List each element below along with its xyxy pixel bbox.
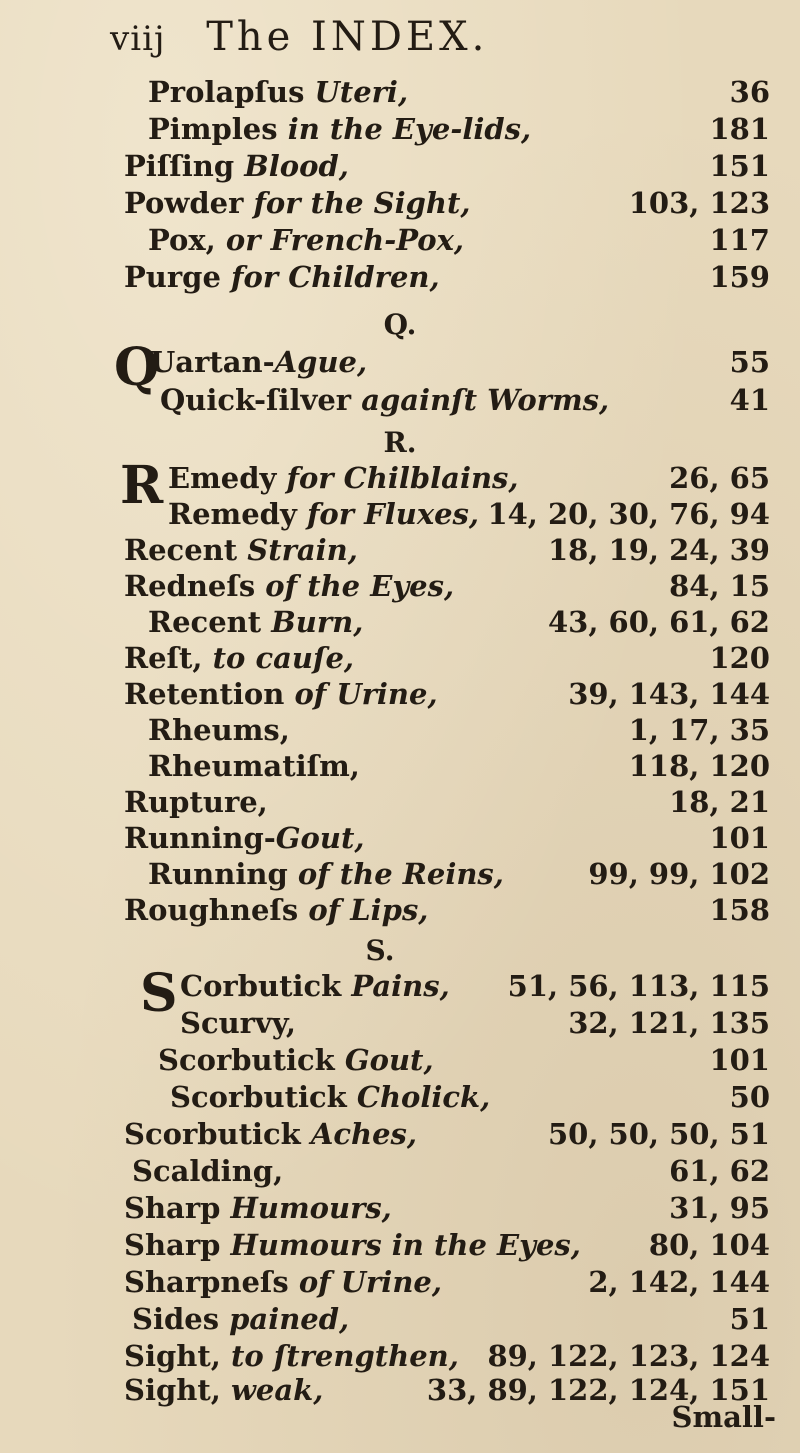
entry-qualifier: for Fluxes, (306, 497, 479, 531)
entry-qualifier: for Chilblains, (286, 461, 519, 495)
entry-term: Powder (124, 186, 244, 220)
index-entry (0, 1262, 800, 1302)
entry-term: Sharp (124, 1228, 221, 1262)
entry-qualifier: of Urine, (298, 1265, 442, 1299)
entry-pages: 51 (729, 1302, 770, 1336)
index-entry (0, 380, 800, 420)
index-entry (0, 257, 800, 297)
entry-pages: 2, 142, 144 (588, 1265, 770, 1299)
entry-term: Pox, (148, 223, 216, 257)
index-entry (0, 1188, 800, 1228)
dropcap-r: R (120, 455, 164, 516)
index-entry (0, 566, 800, 606)
entry-qualifier: to cauſe, (212, 641, 355, 675)
entry-pages: 181 (709, 112, 770, 146)
section-letter-q: Q. (383, 308, 417, 341)
index-entry (0, 1040, 800, 1080)
index-entry (0, 1077, 800, 1117)
entry-pages: 41 (729, 383, 770, 417)
entry-term: Scalding, (132, 1154, 284, 1188)
index-entry (0, 746, 800, 786)
entry-term: Scorbutick (170, 1080, 347, 1114)
entry-pages: 43, 60, 61, 62 (547, 605, 770, 639)
entry-qualifier: againſt Worms, (361, 383, 610, 417)
index-entry (0, 494, 800, 534)
index-entry (0, 782, 800, 822)
index-entry (0, 674, 800, 714)
entry-pages: 14, 20, 30, 76, 94 (487, 497, 770, 531)
entry-pages: 50 (729, 1080, 770, 1114)
entry-term: Redneſs (124, 569, 256, 603)
entry-qualifier: of the Eyes, (265, 569, 455, 603)
entry-term: Sides (132, 1302, 220, 1336)
entry-qualifier: Burn, (271, 605, 364, 639)
index-entry (0, 1225, 800, 1265)
entry-pages: 36 (729, 75, 770, 109)
entry-term: Recent (124, 533, 238, 567)
entry-term: Rheumatiſm, (148, 749, 360, 783)
entry-term: Scurvy, (180, 1006, 296, 1040)
index-entry (0, 638, 800, 678)
entry-term: Corbutick (180, 969, 342, 1003)
index-entry (0, 1003, 800, 1043)
entry-term: Pimples (148, 112, 278, 146)
entry-qualifier: Cholick, (356, 1080, 491, 1114)
entry-qualifier: Ague, (274, 345, 368, 379)
entry-qualifier: Humours in the Eyes, (230, 1228, 581, 1262)
entry-qualifier: of the Reins, (297, 857, 504, 891)
index-entry (0, 890, 800, 930)
entry-qualifier: Pains, (351, 969, 450, 1003)
index-entry (0, 1299, 800, 1339)
entry-qualifier: or French-Pox, (225, 223, 465, 257)
entry-term: Recent (148, 605, 262, 639)
entry-pages: 89, 122, 123, 124 (487, 1339, 770, 1373)
entry-pages: 80, 104 (648, 1228, 770, 1262)
entry-term: Retention (124, 677, 285, 711)
index-entry (0, 530, 800, 570)
dropcap-q: Q (114, 337, 160, 398)
entry-pages: 101 (709, 1043, 770, 1077)
entry-qualifier: to ſtrengthen, (230, 1339, 459, 1373)
entry-pages: 159 (709, 260, 770, 294)
entry-term: Piſſing (124, 149, 235, 183)
index-entry (0, 146, 800, 186)
entry-term: Rheums, (148, 713, 290, 747)
index-entry (0, 818, 800, 858)
entry-pages: 1, 17, 35 (628, 713, 770, 747)
entry-pages: 120 (709, 641, 770, 675)
entry-pages: 61, 62 (669, 1154, 770, 1188)
entry-pages: 51, 56, 113, 115 (507, 969, 770, 1003)
index-entry (0, 710, 800, 750)
index-entry (0, 1114, 800, 1154)
entry-pages: 151 (709, 149, 770, 183)
entry-term: Roughneſs (124, 893, 299, 927)
entry-term: Scorbutick (124, 1117, 301, 1151)
index-entry (0, 109, 800, 149)
entry-term: Running- (124, 821, 276, 855)
entry-term: Quick-ſilver (160, 383, 352, 417)
entry-term: Sharpneſs (124, 1265, 289, 1299)
entry-term: Sight, (124, 1373, 221, 1407)
entry-pages: 39, 143, 144 (568, 677, 770, 711)
entry-term: Reſt, (124, 641, 203, 675)
entry-qualifier: of Lips, (308, 893, 429, 927)
entry-term: Remedy (168, 497, 297, 531)
entry-term: Purge (124, 260, 221, 294)
index-entry (0, 342, 800, 382)
entry-qualifier: Gout, (275, 821, 365, 855)
entry-qualifier: pained, (229, 1302, 350, 1336)
entry-term: Sight, (124, 1339, 221, 1373)
entry-pages: 18, 21 (669, 785, 770, 819)
entry-qualifier: Blood, (244, 149, 349, 183)
entry-pages: 118, 120 (628, 749, 770, 783)
running-title: The INDEX. (206, 14, 489, 60)
entry-pages: 26, 65 (669, 461, 770, 495)
dropcap-s: S (140, 963, 178, 1024)
entry-qualifier: in the Eye-lids, (287, 112, 532, 146)
entry-qualifier: for the Sight, (253, 186, 471, 220)
entry-pages: 55 (729, 345, 770, 379)
entry-pages: 158 (709, 893, 770, 927)
entry-qualifier: of Urine, (294, 677, 438, 711)
entry-pages: 31, 95 (669, 1191, 770, 1225)
section-letter-r: R. (383, 426, 417, 459)
entry-term: Scorbutick (158, 1043, 335, 1077)
index-entry (0, 458, 800, 498)
entry-qualifier: Uteri, (314, 75, 409, 109)
entry-qualifier: Aches, (310, 1117, 417, 1151)
entry-pages: 84, 15 (669, 569, 770, 603)
entry-term: Emedy (168, 461, 277, 495)
index-entry (0, 183, 800, 223)
entry-term: Running (148, 857, 288, 891)
entry-qualifier: for Children, (231, 260, 440, 294)
entry-term: Rupture, (124, 785, 268, 819)
entry-pages: 101 (709, 821, 770, 855)
section-letter-s: S. (365, 934, 395, 967)
catchword: Small- (671, 1400, 776, 1434)
entry-qualifier: weak, (230, 1373, 324, 1407)
folio-number: viij (110, 19, 166, 59)
entry-qualifier: Strain, (247, 533, 358, 567)
entry-qualifier: Humours, (230, 1191, 392, 1225)
entry-pages: 117 (709, 223, 770, 257)
index-entry (0, 854, 800, 894)
index-entry (0, 966, 800, 1006)
entry-pages: 18, 19, 24, 39 (547, 533, 770, 567)
entry-pages: 50, 50, 50, 51 (547, 1117, 770, 1151)
entry-term: Prolapſus (148, 75, 305, 109)
entry-pages: 32, 121, 135 (568, 1006, 770, 1040)
entry-pages: 103, 123 (628, 186, 770, 220)
entry-pages: 33, 89, 122, 124, 151 (426, 1373, 770, 1407)
index-entry (0, 220, 800, 260)
entry-term: Uartan- (150, 345, 275, 379)
index-entry (0, 72, 800, 112)
entry-qualifier: Gout, (344, 1043, 434, 1077)
entry-pages: 99, 99, 102 (588, 857, 770, 891)
entry-term: Sharp (124, 1191, 221, 1225)
index-entry (0, 602, 800, 642)
index-entry (0, 1151, 800, 1191)
